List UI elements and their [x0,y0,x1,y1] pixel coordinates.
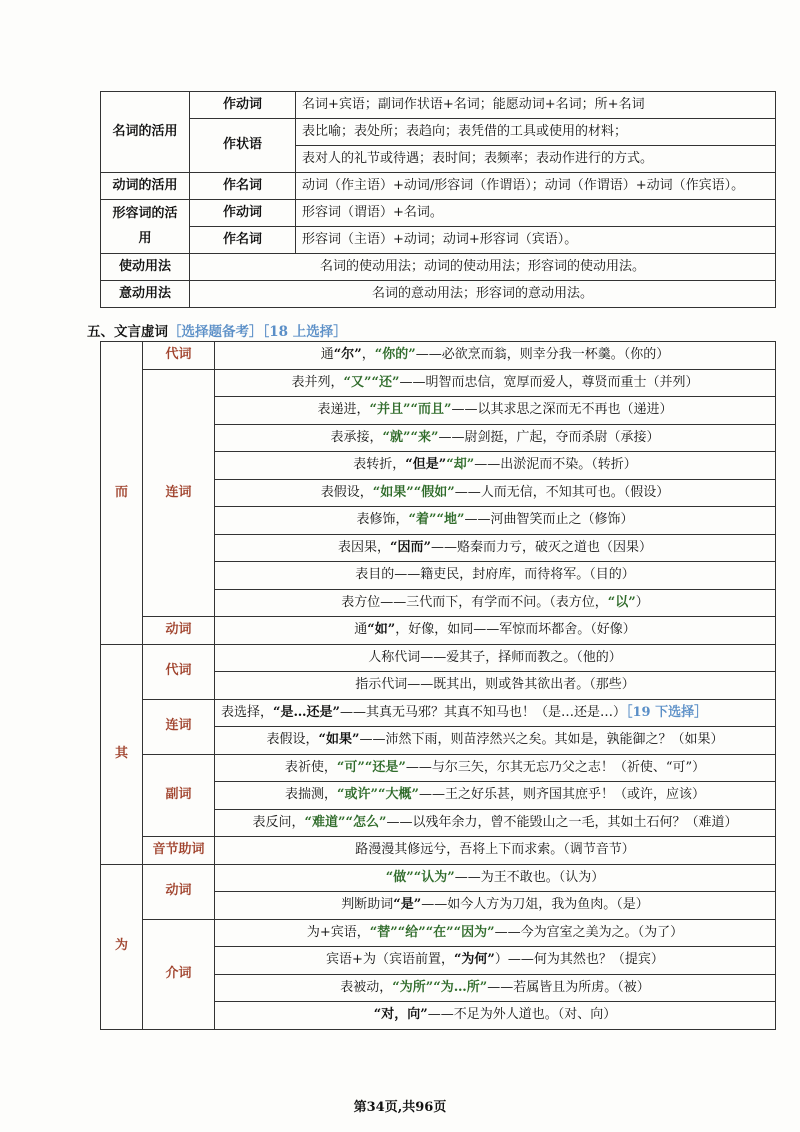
wei-verb-row: 判断助词“是”——如今人方为刀俎，我为鱼肉。（是） [215,892,776,920]
er-conj-row: 表承接，“就”“来”——尉剑挺，广起，夺而杀尉（承接） [215,424,776,452]
qi-conj-row: 表假设，“如果”——沛然下雨，则苗浡然兴之矣。其如是，孰能御之？（如果） [215,727,776,755]
er-conj-label: 连词 [143,369,215,617]
wei-prep-row: 表被动，“为所”“为…所”——若属皆且为所虏。（被） [215,974,776,1002]
adj-usage-label-1: 形容词的活 [112,205,178,221]
noun-as-adverbial-desc-1: 表比喻；表处所；表趋向；表凭借的工具或使用的材料； [296,119,776,146]
er-conj-row: 表递进，“并且”“而且”——以其求思之深而无不再也（递进） [215,397,776,425]
wei-verb-label: 动词 [143,864,215,919]
adj-as-noun-label: 作名词 [190,227,296,254]
char-qi: 其 [101,644,143,864]
er-pronoun-label: 代词 [143,342,215,370]
qi-adv-row: 表揣测，“或许”“大概”——王之好乐甚，则齐国其庶乎！（或许，应该） [215,782,776,810]
er-conj-row: 表因果，“因而”——赂秦而力亏，破灭之道也（因果） [215,534,776,562]
exam-tag-2: ［18 上选择］ [262,324,347,340]
qi-adv-label: 副词 [143,754,215,837]
page-footer: 第34页,共96页 [353,1100,447,1115]
wei-verb-row: “做”“认为”——为王不敢也。（认为） [215,864,776,892]
qi-adv-row: 表祈使，“可”“还是”——与尔三矢，尔其无忘乃父之志！（祈使、“可”） [215,754,776,782]
noun-as-verb-desc: 名词+宾语；副词作状语+名词；能愿动词+名词；所+名词 [296,92,776,119]
section-title: 五、文言虚词 [87,324,168,340]
er-conj-row: 表目的——籍吏民，封府库，而待将军。（目的） [215,562,776,590]
er-pronoun-row: 通“尔”，“你的”——必欲烹而翁，则幸分我一杯羹。（你的） [215,342,776,370]
putative-label: 意动用法 [101,281,190,308]
qi-pronoun-row: 指示代词——既其出，则或咎其欲出者。（那些） [215,672,776,700]
word-usage-table [100,91,776,308]
qi-aux-label: 音节助词 [143,837,215,865]
er-verb-row: 通“如”，好像，如同——军惊而坏都舍。（好像） [215,617,776,645]
char-wei: 为 [101,864,143,1029]
er-conj-row: 表修饰，“着”“地”——河曲智笑而止之（修饰） [215,507,776,535]
er-verb-label: 动词 [143,617,215,645]
noun-as-adverbial-desc-2: 表对人的礼节或待遇；表时间；表频率；表动作进行的方式。 [296,146,776,173]
noun-usage-label: 名词的活用 [101,92,190,173]
adj-as-noun-desc: 形容词（主语）+动词；动词+形容词（宾语）。 [296,227,776,254]
qi-aux-row: 路漫漫其修远兮，吾将上下而求索。（调节音节） [215,837,776,865]
qi-pronoun-row: 人称代词——爱其子，择师而教之。（他的） [215,644,776,672]
qi-adv-row: 表反问，“难道”“怎么”——以残年余力，曾不能毁山之一毛，其如土石何？（难道） [215,809,776,837]
verb-as-noun-desc: 动词（作主语）+动词/形容词（作谓语）；动词（作谓语）+动词（作宾语）。 [296,173,776,200]
adj-as-verb-label: 作动词 [190,200,296,227]
wei-prep-row: 宾语+为（宾语前置，“为何”）——何为其然也？（提宾） [215,947,776,975]
noun-as-adverbial-label: 作状语 [190,119,296,173]
wei-prep-row: “对，向”——不足为外人道也。（对、向） [215,1002,776,1030]
exam-tag-1: ［选择题备考］ [168,324,263,340]
noun-as-verb-label: 作动词 [190,92,296,119]
er-conj-row: 表方位——三代而下，有学而不问。（表方位，“以”） [215,589,776,617]
exam-tag-3: ［19 下选择］ [626,704,708,720]
wei-prep-row: 为+宾语，“替”“给”“在”“因为”——今为宫室之美为之。（为了） [215,919,776,947]
causative-desc: 名词的使动用法；动词的使动用法；形容词的使动用法。 [190,254,776,281]
putative-desc: 名词的意动用法；形容词的意动用法。 [190,281,776,308]
char-er: 而 [101,342,143,645]
er-conj-row: 表转折，“但是”“却”——出淤泥而不染。（转折） [215,452,776,480]
qi-conj-row: 表选择，“是…还是”——其真无马邪？其真不知马也！（是…还是…）［19 下选择］ [215,699,776,727]
verb-usage-label: 动词的活用 [101,173,190,200]
qi-conj-label: 连词 [143,699,215,754]
wei-prep-label: 介词 [143,919,215,1029]
er-conj-row: 表假设，“如果”“假如”——人而无信，不知其可也。（假设） [215,479,776,507]
causative-label: 使动用法 [101,254,190,281]
verb-as-noun-label: 作名词 [190,173,296,200]
qi-pronoun-label: 代词 [143,644,215,699]
section-heading [87,320,347,340]
function-words-table [100,341,776,1030]
adj-usage-label [101,200,190,254]
er-conj-row: 表并列，“又”“还”——明智而忠信，宽厚而爱人，尊贤而重士（并列） [215,369,776,397]
adj-as-verb-desc: 形容词（谓语）+名词。 [296,200,776,227]
adj-usage-label-2: 用 [138,231,152,246]
